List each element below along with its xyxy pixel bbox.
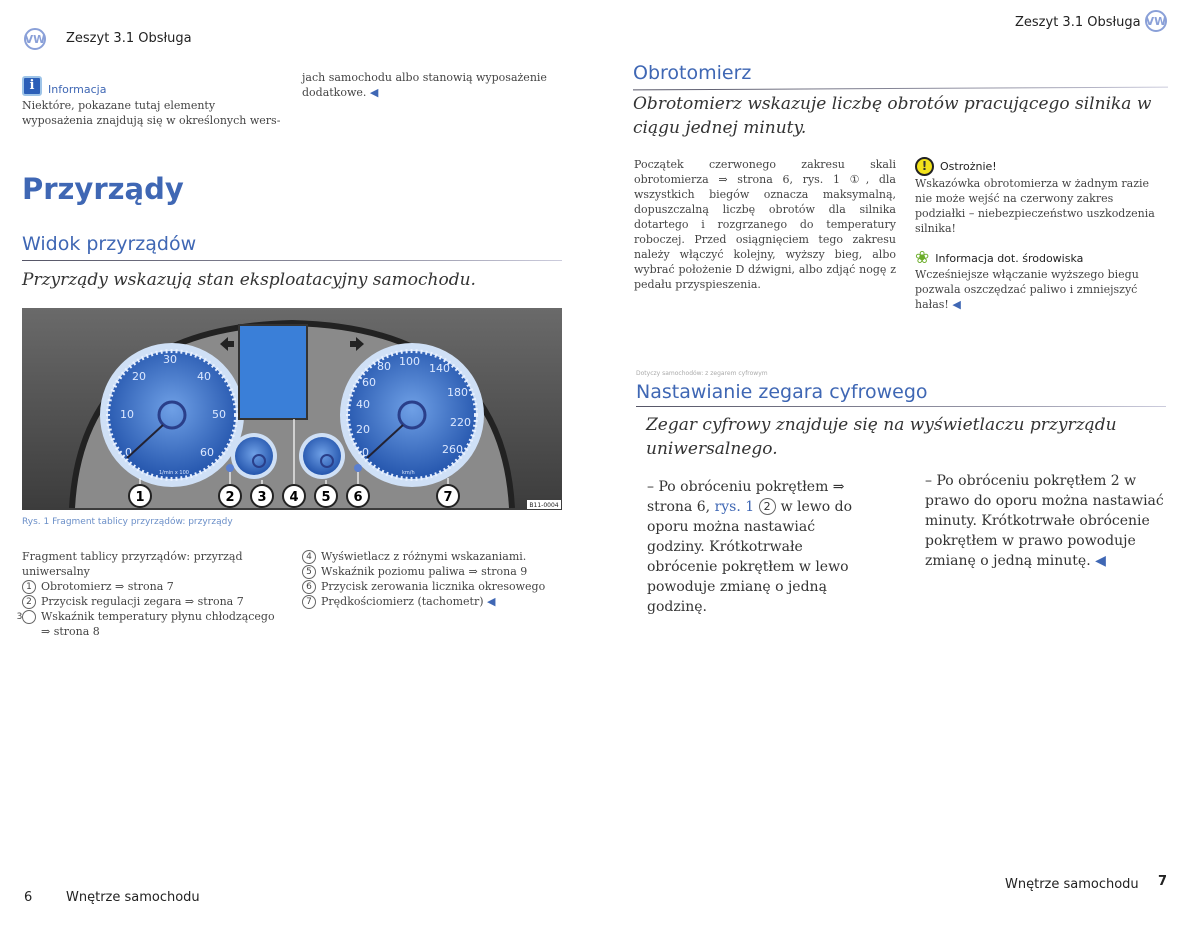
callout-6 — [347, 485, 369, 507]
end-marker-icon: ◀ — [369, 86, 379, 99]
callout-3 — [251, 485, 273, 507]
clock-hours-step: – Po obróceniu pokrętłem ⇒ strona 6, rys. 1 2 w lewo do oporu można nastawiać godziny. Krótkotrwałe obrócenie pokrętłem w lewo powoduje zmianę o jedną godzinę. — [647, 479, 853, 615]
info-title: Informacja — [48, 83, 107, 96]
speedo-label: 140 — [429, 362, 450, 375]
tacho-label: 10 — [120, 408, 134, 421]
vw-logo-icon: VW — [1145, 10, 1167, 32]
running-header: Zeszyt 3.1 Obsługa — [1015, 15, 1141, 30]
section-title: Widok przyrządów — [22, 233, 197, 255]
legend-item: 2 Przycisk regulacji zegara ⇒ strona 7 — [22, 594, 282, 609]
speedo-label: 180 — [447, 386, 468, 399]
caution-title: Ostrożnie! — [940, 160, 997, 173]
section-lead: Przyrządy wskazują stan eksploatacyjny samochodu. — [22, 270, 476, 290]
section-lead: Zegar cyfrowy znajduje się na wyświetlaczu przyrządu uniwersalnego. — [646, 415, 1117, 459]
callout-7 — [437, 485, 459, 507]
legend-item: 1 Obrotomierz ⇒ strona 7 — [22, 579, 282, 594]
legend-item: 3 Wskaźnik temperatury płynu chłodzącego ⇒ strona 8 — [16, 610, 275, 638]
callout-1 — [129, 485, 151, 507]
clock-minutes-step: – Po obróceniu pokrętłem 2 w prawo do oporu można nastawiać minuty. Krótkotrwałe obrócenie pokrętłem w prawo powoduje zmianę o jedną minutę. ◀ — [925, 473, 1164, 569]
speedo-label: 0 — [362, 446, 369, 459]
legend-col-2 — [302, 549, 564, 609]
legend-intro: Fragment tablicy przyrządów: przyrząd uniwersalny — [22, 550, 243, 578]
divider — [22, 260, 562, 261]
applies-to: Dotyczy samochodów: z zegarem cyfrowym — [636, 370, 768, 377]
callout-4 — [283, 485, 305, 507]
info-icon: i — [22, 76, 42, 96]
tacho-label: 40 — [197, 370, 211, 383]
svg-text:3: 3 — [257, 490, 267, 505]
tacho-label: 60 — [200, 446, 214, 459]
figure-caption: Rys. 1 Fragment tablicy przyrządów: przyrządy — [22, 517, 233, 527]
tacho-label: 20 — [132, 370, 146, 383]
section-title-clock: Nastawianie zegara cyfrowego — [636, 381, 928, 403]
legend-item: 7 Prędkościomierz (tachometr) ◀ — [302, 594, 564, 609]
tacho-label: 0 — [125, 446, 132, 459]
footer-title: Wnętrze samochodu — [66, 890, 200, 905]
section-title-obrotomierz: Obrotomierz — [633, 62, 752, 84]
speedo-label: 60 — [362, 376, 376, 389]
environment-box — [915, 249, 1167, 312]
speedo-label: 220 — [450, 416, 471, 429]
info-text: Niektóre, pokazane tutaj elementy wyposażenia znajdują się w określonych wers- — [22, 99, 281, 127]
legend-item: 6 Przycisk zerowania licznika okresowego — [302, 579, 564, 594]
callout-2 — [219, 485, 241, 507]
speedo-label: 20 — [356, 423, 370, 436]
speedo-label: 260 — [442, 443, 463, 456]
svg-text:1: 1 — [135, 490, 145, 505]
environment-text: Wcześniejsze włączanie wyższego biegu pozwala oszczędzać paliwo i zmniejszyć hałas! ◀ — [915, 268, 1139, 311]
svg-text:2: 2 — [225, 490, 235, 505]
page-number: 7 — [1158, 874, 1168, 889]
legend-item: 5 Wskaźnik poziomu paliwa ⇒ strona 9 — [302, 564, 564, 579]
section-lead: Obrotomierz wskazuje liczbę obrotów pracującego silnika w ciągu jednej minuty. — [633, 94, 1152, 138]
vw-logo-icon: VW — [24, 28, 46, 50]
tacho-label: 30 — [163, 353, 177, 366]
svg-text:4: 4 — [289, 490, 299, 505]
page-number: 6 — [24, 890, 33, 905]
chapter-title: Przyrządy — [22, 172, 184, 206]
info-text-continued: jach samochodu albo stanowią wyposażenie dodatkowe. ◀ — [302, 71, 547, 99]
legend-item: 4 Wyświetlacz z różnymi wskazaniami. — [302, 549, 564, 564]
caution-box — [915, 157, 1167, 236]
svg-text:5: 5 — [321, 490, 331, 505]
divider — [633, 87, 1168, 91]
figure-link[interactable]: rys. 1 — [714, 499, 755, 515]
instrument-cluster-figure — [22, 308, 562, 510]
speedo-label: 100 — [399, 355, 420, 368]
info-box — [22, 76, 282, 128]
running-header: Zeszyt 3.1 Obsługa — [66, 31, 192, 46]
footer-title: Wnętrze samochodu — [1005, 877, 1139, 892]
tacho-label: 50 — [212, 408, 226, 421]
flower-icon: ❀ — [915, 248, 930, 268]
divider — [636, 406, 1166, 407]
environment-title: Informacja dot. środowiska — [935, 251, 1084, 265]
legend-col-1 — [16, 549, 282, 639]
tachometer-body: Początek czerwonego zakresu skali obrotomierza ⇒ strona 6, rys. 1 ①, dla wszystkich biegów oznacza maksymalną, dopuszczalną liczbę obrotów dla silnika dotartego i rozgrzanego do temperatury roboczej. Przed osiągnięciem tego zakresu należy włączyć kolejny, wyższy bieg, albo wybrać położenie D dźwigni, albo zdjąć nogę z pedału przyspieszenia. — [634, 158, 896, 291]
svg-text:7: 7 — [443, 490, 453, 505]
tacho-unit: 1/min x 100 — [159, 470, 189, 476]
speedo-unit: km/h — [402, 470, 415, 476]
svg-text:6: 6 — [353, 490, 363, 505]
callout-5 — [315, 485, 337, 507]
speedo-label: 40 — [356, 398, 370, 411]
figure-code: B11-0004 — [529, 502, 559, 509]
warning-icon: ! — [915, 157, 934, 176]
speedo-label: 80 — [377, 360, 391, 373]
caution-text: Wskazówka obrotomierza w żadnym razie nie może wejść na czerwony zakres podziałki – niebezpieczeństwo uszkodzenia silnika! — [915, 177, 1155, 235]
